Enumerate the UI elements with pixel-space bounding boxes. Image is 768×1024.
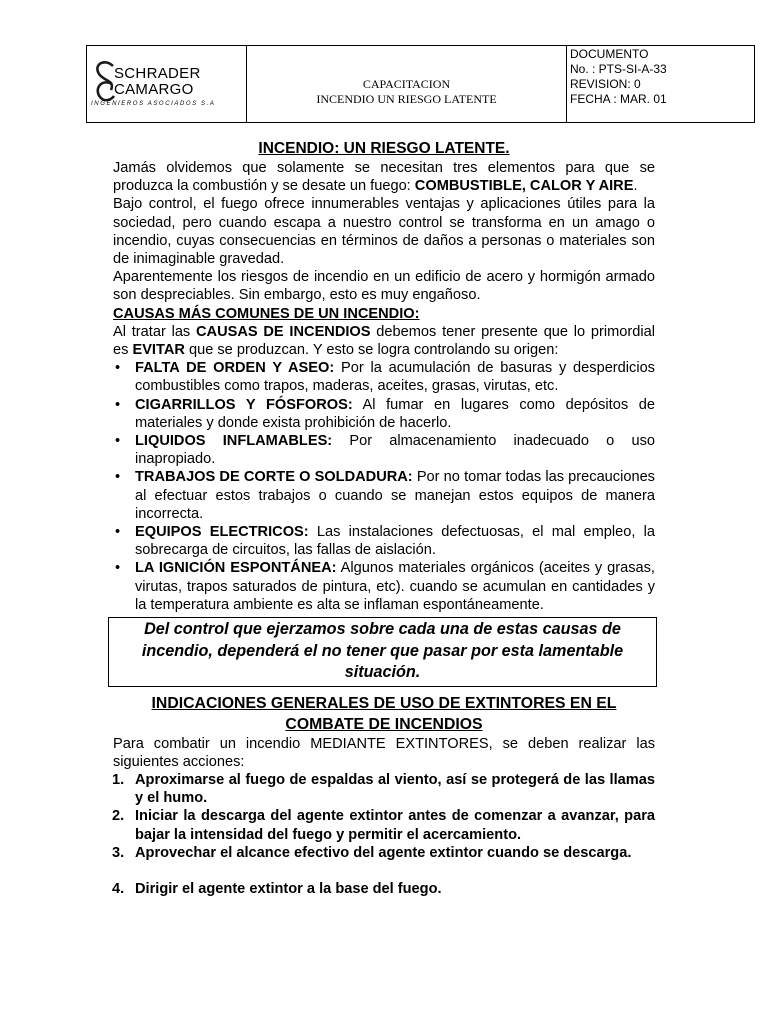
extinguishers-heading-line1: INDICACIONES GENERALES DE USO DE EXTINTORES EN EL (151, 694, 617, 712)
step-text: Dirigir el agente extintor a la base del fuego. (135, 881, 442, 897)
header-title (247, 46, 567, 122)
company-logo (87, 46, 247, 122)
step-text: Aproximarse al fuego de espaldas al viento, así se protegerá de las llamas y el humo. (135, 771, 655, 807)
cause-term: LA IGNICIÓN ESPONTÁNEA: (135, 560, 337, 577)
bullet-icon: • (115, 524, 121, 541)
document-header (86, 45, 755, 123)
intro-paragraph-1 (113, 159, 655, 195)
extinguishers-heading-line2: COMBATE DE INCENDIOS (285, 715, 483, 733)
bullet-icon: • (115, 360, 121, 377)
list-item (113, 807, 655, 843)
intro-elements: COMBUSTIBLE, CALOR Y AIRE (414, 178, 634, 195)
step-number: 2. (112, 808, 125, 825)
step-text: Aprovechar el alcance efectivo del agente extintor cuando se descarga. (135, 844, 632, 861)
cause-text: Por almacenamiento inadecuado o uso inapropiado. (135, 433, 655, 468)
cause-text: Las instalaciones defectuosas, el mal empleo, la sobrecarga de circuitos, las fallas de aislación. (135, 524, 656, 559)
causes-list (113, 359, 655, 614)
bullet-icon: • (115, 560, 121, 577)
list-item (113, 559, 655, 614)
list-item (113, 523, 655, 559)
meta-revision: REVISION: 0 (570, 77, 641, 91)
cause-term: TRABAJOS DE CORTE O SOLDADURA: (135, 469, 413, 486)
list-item (113, 771, 655, 807)
callout-box: Del control que ejerzamos sobre cada una de estas causas de incendio, dependerá el no tener que pasar por esta lamentable situación. (108, 617, 657, 687)
meta-document: DOCUMENTO (570, 47, 649, 61)
list-item (113, 468, 655, 523)
cause-text: Por la acumulación de basuras y desperdicios combustibles como trapos, maderas, aceites, grasas, virutas, etc. (135, 360, 655, 395)
page-title: INCENDIO: UN RIESGO LATENTE. (258, 140, 510, 157)
cause-term: EQUIPOS ELECTRICOS: (135, 524, 309, 541)
document-meta (567, 46, 754, 122)
logo-line1: SCHRADER (114, 65, 201, 82)
list-item (113, 359, 655, 395)
intro-paragraph-3: Aparentemente los riesgos de incendio en un edificio de acero y hormigón armado son despreciables. Sin embargo, esto es muy engañoso. (113, 269, 655, 304)
extinguishers-heading (113, 693, 655, 735)
causes-lead (113, 323, 655, 359)
cause-text: Al fumar en lugares como depósitos de materiales y donde exista prohibición de hacerlo. (135, 396, 655, 431)
causes-lead-text: que se produzcan. Y esto se logra controlando su origen: (184, 342, 559, 359)
bullet-icon: • (115, 469, 121, 486)
actions-list (113, 771, 655, 898)
intro-period: . (633, 178, 638, 195)
bullet-icon: • (115, 396, 121, 413)
extinguishers-lead: Para combatir un incendio MEDIANTE EXTINTORES, se deben realizar las siguientes acciones: (113, 735, 655, 770)
meta-number: No. : PTS-SI-A-33 (570, 62, 667, 76)
step-number: 3. (112, 844, 125, 861)
cause-text: Algunos materiales orgánicos (aceites y grasas, virutas, trapos saturados de pintura, etc). cuando se acumulan en cantidades y la temperatura ambiente es alta se inflaman espontáneamente. (135, 560, 655, 613)
cause-term: FALTA DE ORDEN Y ASEO: (135, 360, 335, 377)
intro-text: Jamás olvidemos que solamente se necesitan tres elementos para que se produzca la combustión y se desate un fuego: (113, 160, 655, 195)
step-number: 4. (112, 881, 125, 897)
header-title-line2: INCENDIO UN RIESGO LATENTE (316, 92, 497, 106)
list-item (113, 432, 655, 468)
header-title-line1: CAPACITACION (362, 77, 451, 91)
causes-lead-text: Al tratar las (113, 323, 196, 340)
list-item (113, 844, 655, 862)
logo-line2: CAMARGO (114, 81, 194, 98)
causes-lead-term: EVITAR (132, 342, 185, 359)
list-item (113, 396, 655, 432)
causes-lead-text: debemos tener presente que lo primordial es (113, 323, 656, 359)
cause-term: CIGARRILLOS Y FÓSFOROS: (135, 396, 353, 413)
meta-date: FECHA : MAR. 01 (570, 92, 667, 106)
bullet-icon: • (115, 433, 121, 450)
step-text: Iniciar la descarga del agente extintor antes de comenzar a avanzar, para bajar la intensidad del fuego y permitir el acercamiento. (135, 808, 655, 843)
intro-paragraph-2: Bajo control, el fuego ofrece innumerables ventajas y aplicaciones útiles para la sociedad, pero cuando escapa a nuestro control se transforma en un amago o incendio, cuyas consecuencias en términos de daños a personas o materiales son de inimaginable gravedad. (113, 196, 655, 268)
step-number: 1. (112, 771, 125, 788)
cause-text: Por no tomar todas las precauciones al efectuar estos trabajos o cuando se manejan estos equipos de manera incorrecta. (135, 469, 655, 522)
causes-heading: CAUSAS MÁS COMUNES DE UN INCENDIO: (113, 305, 420, 322)
causes-lead-term: CAUSAS DE INCENDIOS (196, 323, 371, 340)
document-body (113, 139, 655, 898)
cause-term: LIQUIDOS INFLAMABLES: (135, 433, 333, 450)
logo-line3: INGENIEROS ASOCIADOS S.A (91, 101, 216, 107)
list-item (113, 880, 655, 898)
